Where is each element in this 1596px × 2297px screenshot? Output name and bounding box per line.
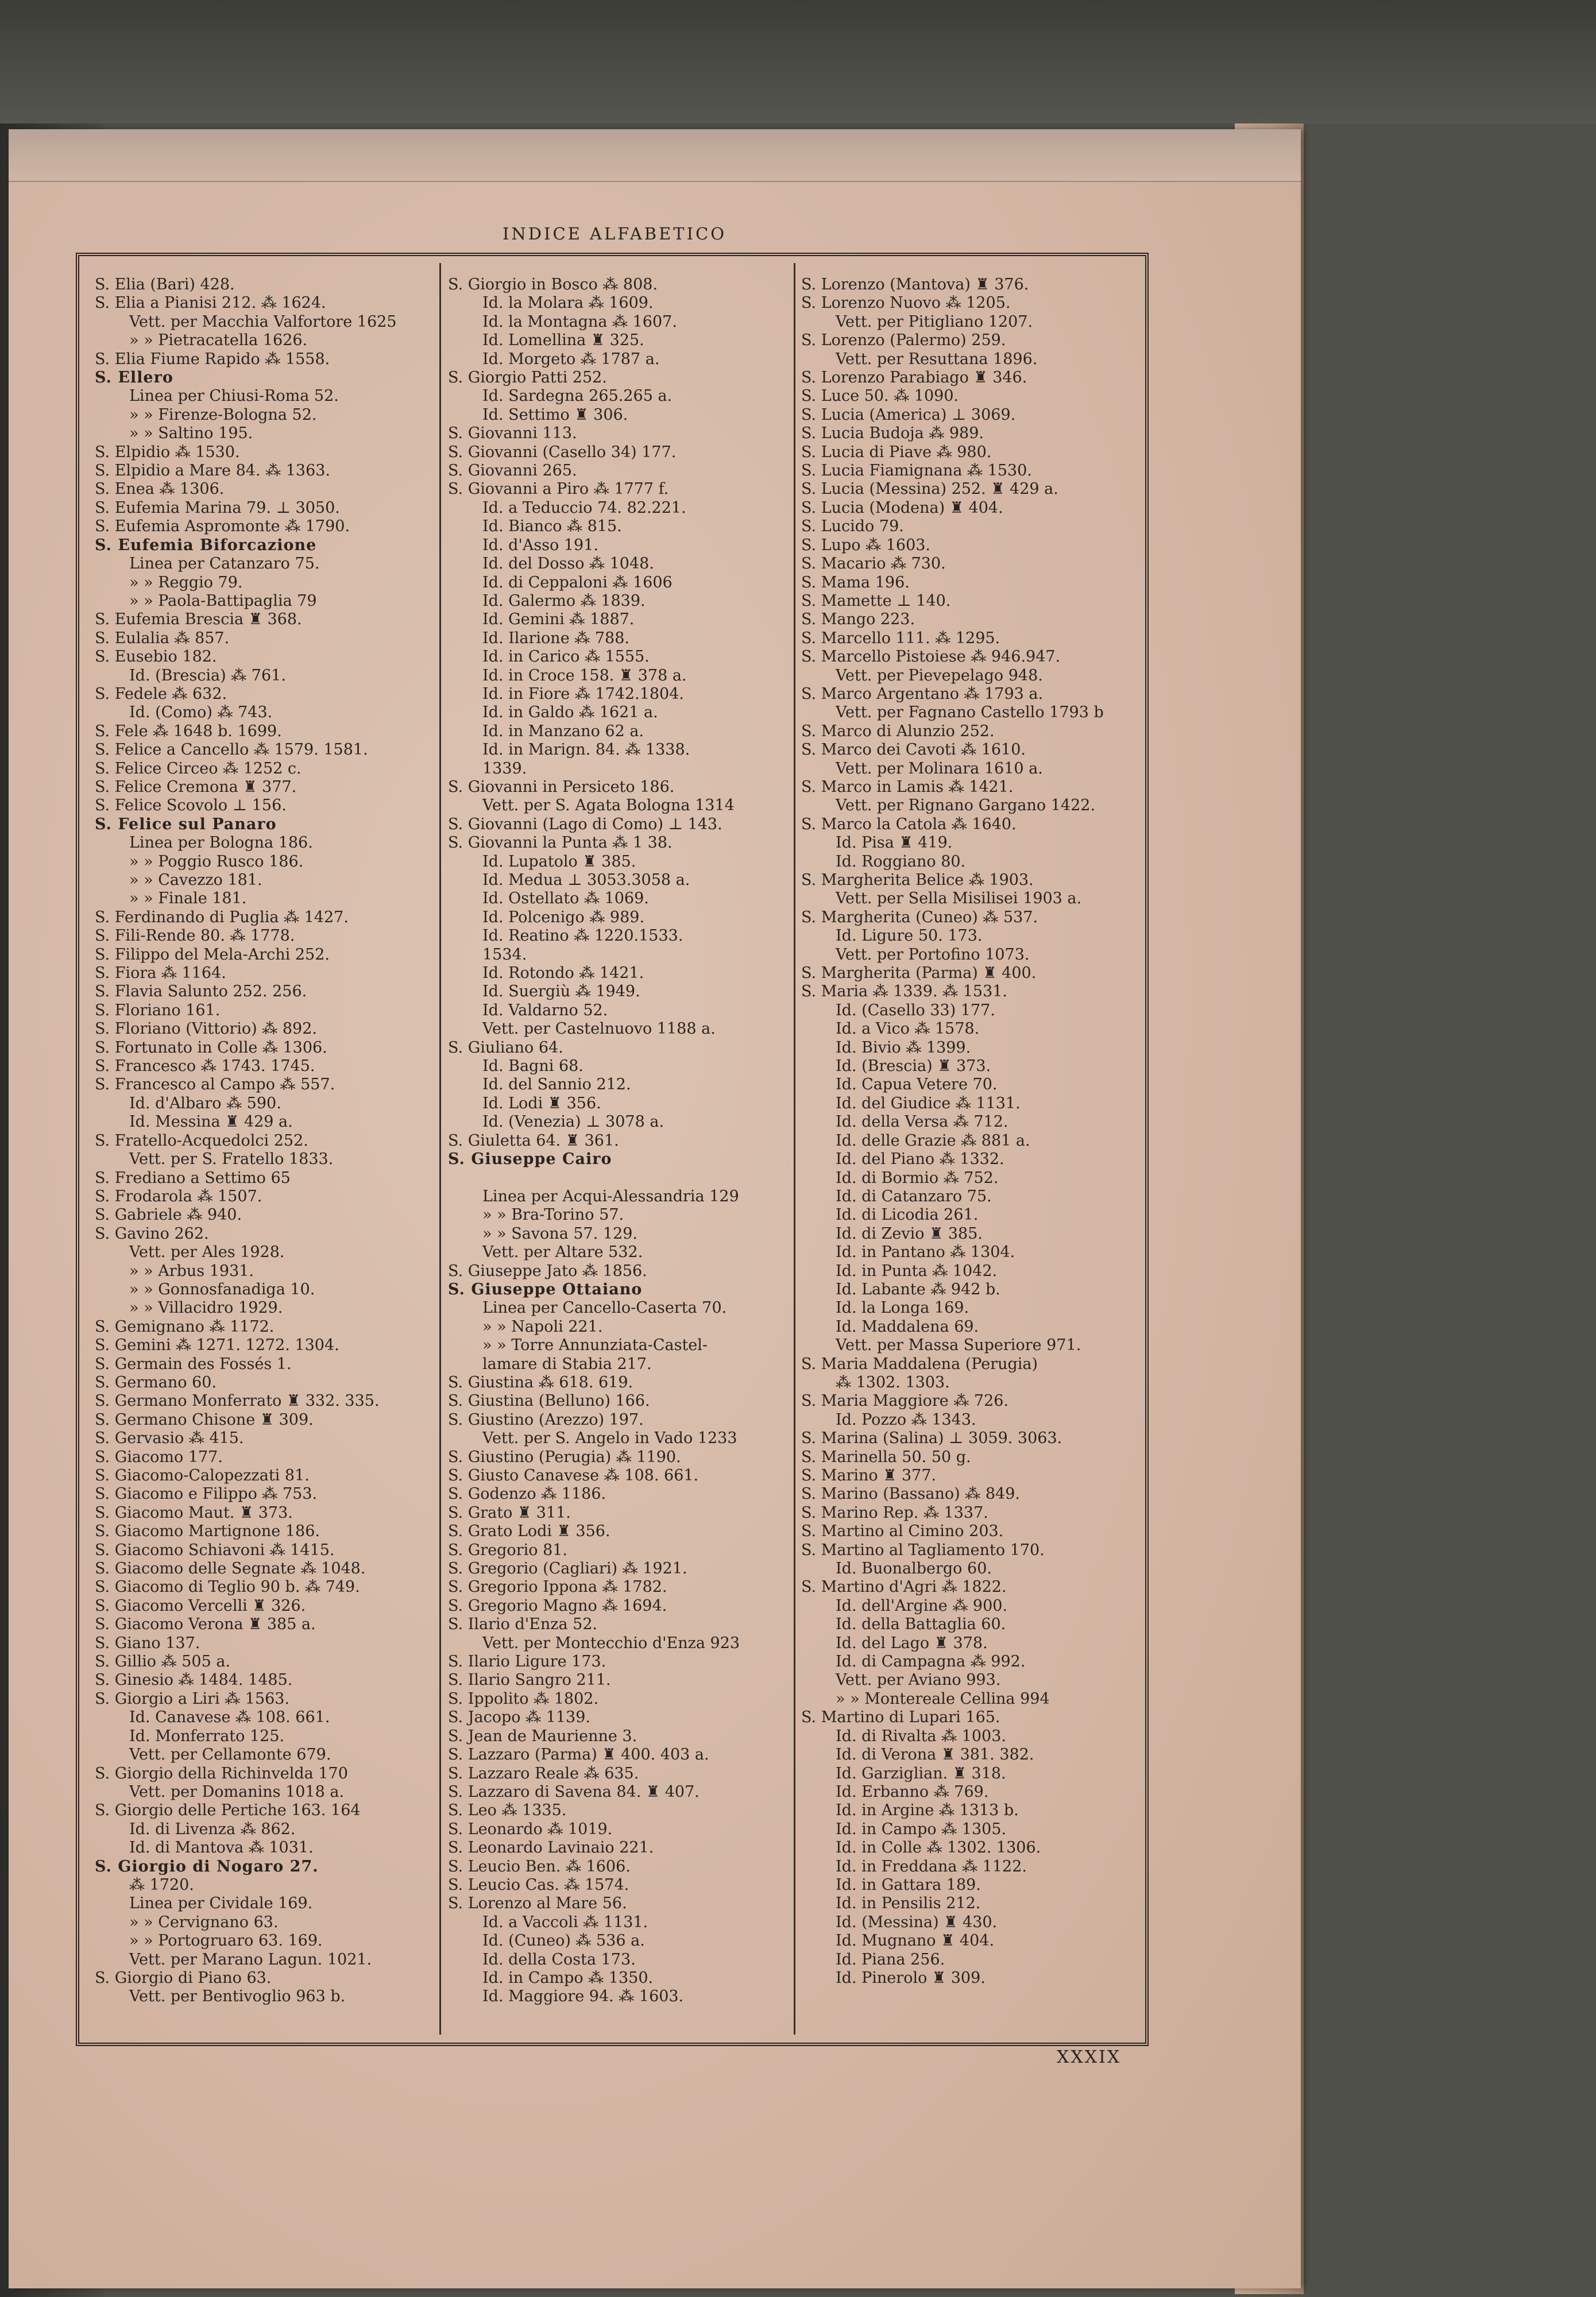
- index-entry: Id. Messina ♜ 429 a.: [129, 1113, 293, 1131]
- index-entry: Id. Rotondo ⁂ 1421.: [482, 964, 644, 983]
- index-entry: Id. di Licodia 261.: [836, 1206, 979, 1224]
- index-entry: S. Marco in Lamis ⁂ 1421.: [801, 778, 1014, 796]
- index-entry: S. Giustina ⁂ 618. 619.: [448, 1373, 633, 1391]
- index-entry: S. Giacomo di Teglio 90 b. ⁂ 749.: [95, 1578, 360, 1596]
- index-entry: S. Fratello-Acquedolci 252.: [95, 1131, 308, 1150]
- index-entry: S. Giovanni 113.: [448, 424, 577, 443]
- index-entry: S. Giorgio Patti 252.: [448, 369, 607, 387]
- index-entry: Id. Bivio ⁂ 1399.: [836, 1038, 971, 1057]
- index-entry: S. Giovanni in Persiceto 186.: [448, 778, 675, 796]
- index-entry: Id. (Cuneo) ⁂ 536 a.: [482, 1932, 645, 1950]
- index-entry: S. Giovanni a Piro ⁂ 1777 f.: [448, 480, 669, 498]
- index-entry: Vett. per Ales 1928.: [129, 1243, 285, 1262]
- index-entry: S. Fortunato in Colle ⁂ 1306.: [95, 1038, 327, 1057]
- index-entry: Id. del Giudice ⁂ 1131.: [836, 1094, 1021, 1112]
- index-entry: Vett. per Portofino 1073.: [836, 945, 1030, 964]
- index-entry: Id. (Messina) ♜ 430.: [836, 1913, 998, 1931]
- index-entry: Id. Lomellina ♜ 325.: [482, 331, 644, 350]
- index-entry: S. Gemignano ⁂ 1172.: [95, 1317, 275, 1336]
- index-entry: S. Elpidio ⁂ 1530.: [95, 443, 240, 461]
- index-entry: S. Maria Maggiore ⁂ 726.: [801, 1392, 1009, 1410]
- index-entry: Id. del Sannio 212.: [482, 1076, 631, 1094]
- index-entry: Id. Erbanno ⁂ 769.: [836, 1782, 989, 1801]
- index-column-1: [95, 276, 434, 2006]
- index-entry: S. Lazzaro (Parma) ♜ 400. 403 a.: [448, 1746, 709, 1764]
- column-separator: [794, 263, 795, 2035]
- index-entry: Id. (Venezia) ⊥ 3078 a.: [482, 1113, 664, 1131]
- index-entry: S. Marco la Catola ⁂ 1640.: [801, 815, 1017, 833]
- index-entry: » » Bra-Torino 57.: [482, 1206, 624, 1224]
- index-entry: Id. a Teduccio 74. 82.221.: [482, 498, 686, 517]
- index-entry: S. Maria ⁂ 1339. ⁂ 1531.: [801, 983, 1008, 1001]
- index-entry: Id. (Como) ⁂ 743.: [129, 703, 273, 722]
- index-entry: S. Mango 223.: [801, 610, 915, 629]
- index-entry: S. Lorenzo (Mantova) ♜ 376.: [801, 276, 1029, 293]
- index-entry: S. Mama 196.: [801, 573, 910, 591]
- index-entry: Vett. per Domanins 1018 a.: [129, 1782, 345, 1801]
- index-entry: S. Ferdinando di Puglia ⁂ 1427.: [95, 908, 349, 926]
- index-entry: S. Martino di Lupari 165.: [801, 1708, 1000, 1727]
- index-entry: S. Giacomo delle Segnate ⁂ 1048.: [95, 1560, 366, 1578]
- index-entry: S. Marcello 111. ⁂ 1295.: [801, 629, 1000, 647]
- index-entry: S. Giacomo Verona ♜ 385 a.: [95, 1615, 316, 1634]
- index-entry: Id. Ligure 50. 173.: [836, 927, 983, 945]
- index-entry: Vett. per Pitigliano 1207.: [836, 312, 1033, 331]
- index-entry: Id. Bianco ⁂ 815.: [482, 517, 622, 536]
- index-entry: S. Giusto Canavese ⁂ 108. 661.: [448, 1467, 699, 1484]
- index-entry: S. Felice Scovolo ⊥ 156.: [95, 796, 287, 815]
- index-entry: Id. Garziglian. ♜ 318.: [836, 1764, 1006, 1782]
- index-entry: S. Lorenzo (Palermo) 259.: [801, 331, 1006, 350]
- index-entry: Id. (Casello 33) 177.: [836, 1001, 995, 1019]
- index-entry: S. Frediano a Settimo 65: [95, 1169, 291, 1187]
- index-entry: Linea per Cancello-Caserta 70.: [482, 1299, 727, 1317]
- index-entry: S. Gemini ⁂ 1271. 1272. 1304.: [95, 1336, 339, 1355]
- index-entry: Linea per Bologna 186.: [129, 834, 313, 852]
- index-entry: » » Villacidro 1929.: [129, 1299, 283, 1317]
- index-entry: S. Lorenzo al Mare 56.: [448, 1894, 627, 1913]
- index-entry: S. Giorgio della Richinvelda 170: [95, 1764, 348, 1782]
- index-entry: S. Felice Cremona ♜ 377.: [95, 778, 297, 796]
- index-entry: S. Germano Chisone ♜ 309.: [95, 1410, 314, 1429]
- index-entry: Id. in Campo ⁂ 1305.: [836, 1820, 1007, 1838]
- index-entry: S. Giovanni 265.: [448, 462, 577, 480]
- index-entry: S. Margherita Belice ⁂ 1903.: [801, 871, 1034, 889]
- index-entry: Linea per Acqui-Alessandria 129: [482, 1187, 739, 1205]
- index-entry: Id. Canavese ⁂ 108. 661.: [129, 1708, 330, 1727]
- index-entry: S. Giacomo 177.: [95, 1448, 223, 1466]
- index-entry: Vett. per Altare 532.: [482, 1243, 643, 1262]
- index-entry: S. Martino d'Agri ⁂ 1822.: [801, 1578, 1007, 1596]
- index-entry: S. Fedele ⁂ 632.: [95, 685, 227, 703]
- index-entry: Id. del Lago ♜ 378.: [836, 1634, 988, 1652]
- index-entry: Linea per Cividale 169.: [129, 1894, 313, 1913]
- index-entry: » » Montereale Cellina 994: [836, 1689, 1050, 1708]
- index-entry: S. Marinella 50. 50 g.: [801, 1448, 971, 1466]
- index-entry: Id. la Longa 169.: [836, 1299, 969, 1317]
- index-entry: S. Lazzaro Reale ⁂ 635.: [448, 1764, 639, 1782]
- index-entry: ⁂ 1720.: [129, 1876, 194, 1894]
- index-column-3: [801, 276, 1140, 1987]
- index-entry: ⁂ 1302. 1303.: [836, 1373, 950, 1391]
- index-entry: Id. in Punta ⁂ 1042.: [836, 1262, 998, 1280]
- index-entry: S. Giuseppe Jato ⁂ 1856.: [448, 1262, 647, 1280]
- index-entry: Id. della Versa ⁂ 712.: [836, 1113, 1008, 1131]
- index-entry: S. Jacopo ⁂ 1139.: [448, 1708, 590, 1727]
- index-entry: S. Eufemia Aspromonte ⁂ 1790.: [95, 517, 350, 536]
- index-entry: S. Fiora ⁂ 1164.: [95, 964, 226, 983]
- index-entry: Id. in Freddana ⁂ 1122.: [836, 1857, 1027, 1876]
- index-entry: S. Giorgio a Liri ⁂ 1563.: [95, 1689, 290, 1708]
- index-entry: Id. di Ceppaloni ⁂ 1606: [482, 573, 673, 591]
- index-entry: S. Ippolito ⁂ 1802.: [448, 1689, 599, 1708]
- index-entry: S. Gillio ⁂ 505 a.: [95, 1653, 231, 1671]
- index-entry: Id. a Vaccoli ⁂ 1131.: [482, 1913, 648, 1931]
- index-entry: S. Lucia (Modena) ♜ 404.: [801, 498, 1003, 517]
- index-entry: S. Elia (Bari) 428.: [95, 276, 235, 293]
- index-entry: S. Maria Maddalena (Perugia): [801, 1355, 1038, 1373]
- index-entry: S. Leucio Ben. ⁂ 1606.: [448, 1857, 631, 1876]
- index-entry: S. Eufemia Brescia ♜ 368.: [95, 610, 302, 629]
- index-entry: [448, 1169, 787, 1188]
- index-entry: Vett. per Molinara 1610 a.: [836, 759, 1043, 778]
- index-entry: Id. a Vico ⁂ 1578.: [836, 1020, 980, 1038]
- page-header: INDICE ALFABETICO: [502, 224, 727, 243]
- index-entry: S. Ilario Ligure 173.: [448, 1653, 606, 1671]
- index-entry: S. Giacomo Maut. ♜ 373.: [95, 1503, 293, 1522]
- index-entry: S. Giuliano 64.: [448, 1038, 563, 1057]
- index-entry: S. Felice sul Panaro: [95, 815, 277, 833]
- index-entry: S. Filippo del Mela-Archi 252.: [95, 945, 330, 964]
- index-entry: S. Floriano 161.: [95, 1001, 221, 1019]
- index-entry: S. Elia a Pianisi 212. ⁂ 1624.: [95, 294, 326, 312]
- index-entry: Vett. per Castelnuovo 1188 a.: [482, 1020, 716, 1038]
- index-entry: Vett. per Rignano Gargano 1422.: [836, 796, 1096, 815]
- index-entry: Id. Lupatolo ♜ 385.: [482, 852, 636, 871]
- index-entry: Id. (Brescia) ♜ 373.: [836, 1057, 991, 1076]
- index-entry: Vett. per Massa Superiore 971.: [836, 1336, 1081, 1355]
- index-entry: lamare di Stabia 217.: [482, 1355, 652, 1373]
- page-number: XXXIX: [1057, 2047, 1122, 2067]
- page-top-strip: [9, 129, 1301, 182]
- index-entry: S. Godenzo ⁂ 1186.: [448, 1485, 606, 1503]
- index-entry: S. Jean de Maurienne 3.: [448, 1727, 637, 1745]
- index-entry: S. Gregorio Magno ⁂ 1694.: [448, 1596, 667, 1615]
- index-entry: S. Giano 137.: [95, 1634, 200, 1652]
- index-entry: S. Enea ⁂ 1306.: [95, 480, 225, 498]
- index-entry: Id. di Verona ♜ 381. 382.: [836, 1746, 1034, 1764]
- index-entry: Id. in Argine ⁂ 1313 b.: [836, 1801, 1019, 1820]
- index-entry: S. Giacomo Schiavoni ⁂ 1415.: [95, 1541, 335, 1559]
- index-entry: S. Gabriele ⁂ 940.: [95, 1206, 242, 1224]
- index-entry: S. Floriano (Vittorio) ⁂ 892.: [95, 1020, 317, 1038]
- index-entry: S. Marino Rep. ⁂ 1337.: [801, 1503, 988, 1522]
- index-entry: Id. in Fiore ⁂ 1742.1804.: [482, 685, 684, 703]
- index-entry: Id. in Pensilis 212.: [836, 1894, 981, 1913]
- index-entry: Id. Labante ⁂ 942 b.: [836, 1280, 1000, 1298]
- index-entry: S. Giacomo e Filippo ⁂ 753.: [95, 1485, 318, 1503]
- index-entry: Id. Polcenigo ⁂ 989.: [482, 908, 645, 926]
- index-entry: S. Leucio Cas. ⁂ 1574.: [448, 1876, 629, 1894]
- index-entry: » » Poggio Rusco 186.: [129, 852, 304, 871]
- index-entry: S. Marco Argentano ⁂ 1793 a.: [801, 685, 1044, 703]
- index-entry: S. Eufemia Biforcazione: [95, 536, 317, 554]
- index-entry: S. Gavino 262.: [95, 1224, 209, 1243]
- index-entry: S. Gregorio Ippona ⁂ 1782.: [448, 1578, 667, 1596]
- index-entry: Id. Lodi ♜ 356.: [482, 1094, 601, 1112]
- index-entry: Vett. per Sella Misilisei 1903 a.: [836, 890, 1082, 908]
- index-entry: S. Leonardo Lavinaio 221.: [448, 1839, 654, 1857]
- index-entry: S. Frodarola ⁂ 1507.: [95, 1187, 262, 1205]
- index-entry: Id. la Montagna ⁂ 1607.: [482, 312, 677, 331]
- index-entry: Id. Maddalena 69.: [836, 1317, 979, 1336]
- index-entry: S. Giorgio in Bosco ⁂ 808.: [448, 276, 658, 293]
- column-separator: [439, 263, 441, 2035]
- index-entry: » » Paola-Battipaglia 79: [129, 591, 317, 610]
- index-entry: Id. Gemini ⁂ 1887.: [482, 610, 635, 629]
- index-entry: S. Marino ♜ 377.: [801, 1467, 937, 1484]
- index-entry: S. Francesco ⁂ 1743. 1745.: [95, 1057, 315, 1076]
- index-entry: Id. d'Asso 191.: [482, 536, 598, 554]
- index-entry: Id. di Livenza ⁂ 862.: [129, 1820, 296, 1838]
- index-entry: » » Finale 181.: [129, 890, 247, 908]
- index-entry: Linea per Chiusi-Roma 52.: [129, 387, 339, 405]
- index-entry: S. Lupo ⁂ 1603.: [801, 536, 931, 554]
- index-entry: S. Margherita (Cuneo) ⁂ 537.: [801, 908, 1038, 926]
- index-entry: S. Margherita (Parma) ♜ 400.: [801, 964, 1037, 983]
- index-entry: S. Martino al Cimino 203.: [801, 1522, 1004, 1541]
- index-entry: S. Lazzaro di Savena 84. ♜ 407.: [448, 1782, 700, 1801]
- index-entry: S. Lucido 79.: [801, 517, 904, 536]
- index-entry: S. Flavia Salunto 252. 256.: [95, 983, 307, 1001]
- index-entry: » » Saltino 195.: [129, 424, 253, 443]
- index-entry: Id. in Gattara 189.: [836, 1876, 981, 1894]
- index-entry: S. Elpidio a Mare 84. ⁂ 1363.: [95, 462, 331, 480]
- index-entry: » » Firenze-Bologna 52.: [129, 405, 317, 424]
- index-entry: Id. di Zevio ♜ 385.: [836, 1224, 983, 1243]
- index-entry: Id. Pinerolo ♜ 309.: [836, 1969, 986, 1987]
- index-entry: Id. in Colle ⁂ 1302. 1306.: [836, 1839, 1041, 1857]
- index-entry: S. Leo ⁂ 1335.: [448, 1801, 567, 1820]
- index-entry: S. Giacomo Martignone 186.: [95, 1522, 320, 1541]
- index-entry: S. Giuseppe Cairo: [448, 1150, 612, 1169]
- index-entry: S. Lorenzo Nuovo ⁂ 1205.: [801, 294, 1011, 312]
- index-entry: » » Reggio 79.: [129, 573, 243, 591]
- index-entry: Id. di Campagna ⁂ 992.: [836, 1653, 1026, 1671]
- index-entry: S. Mamette ⊥ 140.: [801, 591, 951, 610]
- index-entry: Id. in Carico ⁂ 1555.: [482, 648, 650, 666]
- index-entry: S. Gregorio 81.: [448, 1541, 568, 1559]
- index-entry: Id. di Mantova ⁂ 1031.: [129, 1839, 314, 1857]
- index-entry: Id. Valdarno 52.: [482, 1001, 608, 1019]
- index-entry: Id. (Brescia) ⁂ 761.: [129, 666, 286, 685]
- index-entry: Id. in Croce 158. ♜ 378 a.: [482, 666, 687, 685]
- index-entry: Id. in Marign. 84. ⁂ 1338.: [482, 741, 690, 759]
- index-entry: S. Gervasio ⁂ 415.: [95, 1429, 244, 1448]
- index-entry: Vett. per Macchia Valfortore 1625: [129, 312, 397, 331]
- index-entry: » » Pietracatella 1626.: [129, 331, 308, 350]
- index-entry: Vett. per Aviano 993.: [836, 1671, 1001, 1689]
- index-entry: S. Giuseppe Ottaiano: [448, 1280, 643, 1298]
- index-entry: S. Fele ⁂ 1648 b. 1699.: [95, 722, 282, 740]
- index-entry: S. Eusebio 182.: [95, 648, 217, 666]
- index-entry: S. Lucia di Piave ⁂ 980.: [801, 443, 992, 461]
- index-entry: Id. delle Grazie ⁂ 881 a.: [836, 1131, 1030, 1150]
- index-entry: S. Felice Circeo ⁂ 1252 c.: [95, 759, 302, 778]
- index-entry: Id. dell'Argine ⁂ 900.: [836, 1596, 1008, 1615]
- index-entry: Vett. per S. Angelo in Vado 1233: [482, 1429, 737, 1448]
- index-entry: » » Savona 57. 129.: [482, 1224, 638, 1243]
- index-entry: Id. Ostellato ⁂ 1069.: [482, 890, 649, 908]
- index-entry: S. Ilario Sangro 211.: [448, 1671, 611, 1689]
- index-entry: S. Eufemia Marina 79. ⊥ 3050.: [95, 498, 340, 517]
- index-entry: Id. Pozzo ⁂ 1343.: [836, 1410, 976, 1429]
- index-entry: S. Giacomo Vercelli ♜ 326.: [95, 1596, 306, 1615]
- index-entry: Vett. per Marano Lagun. 1021.: [129, 1950, 372, 1969]
- index-entry: S. Ellero: [95, 369, 173, 387]
- index-entry: Id. della Costa 173.: [482, 1950, 636, 1969]
- index-entry: Id. in Pantano ⁂ 1304.: [836, 1243, 1015, 1262]
- index-entry: S. Grato Lodi ♜ 356.: [448, 1522, 610, 1541]
- index-entry: » » Portogruaro 63. 169.: [129, 1932, 323, 1950]
- index-entry: S. Marcello Pistoiese ⁂ 946.947.: [801, 648, 1061, 666]
- index-entry: S. Lucia (America) ⊥ 3069.: [801, 405, 1016, 424]
- index-entry: S. Giuletta 64. ♜ 361.: [448, 1131, 619, 1150]
- index-entry: » » Gonnosfanadiga 10.: [129, 1280, 315, 1298]
- index-entry: Id. la Molara ⁂ 1609.: [482, 294, 654, 312]
- index-entry: Id. Piana 256.: [836, 1950, 945, 1969]
- index-entry: S. Lorenzo Parabiago ♜ 346.: [801, 369, 1027, 387]
- index-entry: Id. Pisa ♜ 419.: [836, 834, 953, 852]
- index-entry: Id. Roggiano 80.: [836, 852, 966, 871]
- index-entry: » » Cervignano 63.: [129, 1913, 279, 1931]
- index-entry: Id. del Piano ⁂ 1332.: [836, 1150, 1004, 1169]
- index-entry: 1534.: [482, 945, 527, 964]
- index-entry: Linea per Catanzaro 75.: [129, 555, 320, 573]
- index-entry: Id. Mugnano ♜ 404.: [836, 1932, 995, 1950]
- index-entry: Id. Galermo ⁂ 1839.: [482, 591, 646, 610]
- index-entry: Id. Reatino ⁂ 1220.1533.: [482, 927, 683, 945]
- index-entry: S. Francesco al Campo ⁂ 557.: [95, 1076, 335, 1094]
- index-entry: Id. del Dosso ⁂ 1048.: [482, 555, 654, 573]
- index-entry: Id. di Catanzaro 75.: [836, 1187, 992, 1205]
- index-entry: Id. in Manzano 62 a.: [482, 722, 644, 740]
- index-entry: S. Germano 60.: [95, 1373, 217, 1391]
- index-entry: S. Giovanni la Punta ⁂ 1 38.: [448, 834, 673, 852]
- index-entry: S. Lucia Fiamignana ⁂ 1530.: [801, 462, 1032, 480]
- index-entry: Id. Monferrato 125.: [129, 1727, 285, 1745]
- index-entry: S. Leonardo ⁂ 1019.: [448, 1820, 613, 1838]
- index-entry: S. Giovanni (Lago di Como) ⊥ 143.: [448, 815, 722, 833]
- index-entry: S. Ginesio ⁂ 1484. 1485.: [95, 1671, 293, 1689]
- index-entry: S. Gregorio (Cagliari) ⁂ 1921.: [448, 1560, 687, 1578]
- index-entry: Id. Medua ⊥ 3053.3058 a.: [482, 871, 690, 889]
- index-entry: Vett. per Montecchio d'Enza 923: [482, 1634, 740, 1652]
- index-entry: S. Lucia Budoja ⁂ 989.: [801, 424, 984, 443]
- index-entry: » » Napoli 221.: [482, 1317, 603, 1336]
- index-entry: Id. Capua Vetere 70.: [836, 1076, 998, 1094]
- index-entry: Id. di Rivalta ⁂ 1003.: [836, 1727, 1006, 1745]
- index-entry: S. Marina (Salina) ⊥ 3059. 3063.: [801, 1429, 1062, 1448]
- index-entry: S. Giovanni (Casello 34) 177.: [448, 443, 677, 461]
- index-entry: » » Cavezzo 181.: [129, 871, 262, 889]
- index-column-2: [448, 276, 787, 2006]
- index-entry: 1339.: [482, 759, 527, 778]
- index-entry: S. Giorgio di Piano 63.: [95, 1969, 272, 1987]
- index-entry: S. Martino al Tagliamento 170.: [801, 1541, 1045, 1559]
- index-entry: S. Marco di Alunzio 252.: [801, 722, 995, 740]
- index-entry: S. Germain des Fossés 1.: [95, 1355, 292, 1373]
- index-entry: S. Giorgio di Nogaro 27.: [95, 1857, 319, 1876]
- index-entry: Id. Morgeto ⁂ 1787 a.: [482, 350, 660, 368]
- index-entry: S. Giustino (Perugia) ⁂ 1190.: [448, 1448, 681, 1466]
- index-entry: Id. Suergiù ⁂ 1949.: [482, 983, 640, 1001]
- index-entry: Vett. per Fagnano Castello 1793 b: [836, 703, 1104, 722]
- index-entry: » » Arbus 1931.: [129, 1262, 254, 1280]
- index-entry: Id. Maggiore 94. ⁂ 1603.: [482, 1987, 684, 2006]
- index-entry: S. Fili-Rende 80. ⁂ 1778.: [95, 927, 295, 945]
- index-entry: » » Torre Annunziata-Castel-: [482, 1336, 708, 1355]
- index-entry: S. Marco dei Cavoti ⁂ 1610.: [801, 741, 1026, 759]
- index-entry: Id. in Galdo ⁂ 1621 a.: [482, 703, 658, 722]
- index-entry: Id. Ilarione ⁂ 788.: [482, 629, 629, 647]
- index-entry: S. Marino (Bassano) ⁂ 849.: [801, 1485, 1020, 1503]
- index-entry: S. Luce 50. ⁂ 1090.: [801, 387, 959, 405]
- index-entry: Id. della Battaglia 60.: [836, 1615, 1006, 1634]
- index-entry: S. Macario ⁂ 730.: [801, 555, 946, 573]
- index-entry: Id. Buonalbergo 60.: [836, 1560, 992, 1578]
- index-entry: S. Giacomo-Calopezzati 81.: [95, 1467, 310, 1484]
- index-entry: S. Grato ♜ 311.: [448, 1503, 571, 1522]
- index-entry: Vett. per S. Agata Bologna 1314: [482, 796, 735, 815]
- index-entry: Vett. per Bentivoglio 963 b.: [129, 1987, 346, 2006]
- index-entry: Id. Settimo ♜ 306.: [482, 405, 628, 424]
- index-entry: S. Giustina (Belluno) 166.: [448, 1392, 650, 1410]
- index-entry: Vett. per S. Fratello 1833.: [129, 1150, 334, 1169]
- index-entry: S. Felice a Cancello ⁂ 1579. 1581.: [95, 741, 368, 759]
- index-entry: Id. Sardegna 265.265 a.: [482, 387, 673, 405]
- index-entry: S. Eulalia ⁂ 857.: [95, 629, 230, 647]
- index-entry: S. Elia Fiume Rapido ⁂ 1558.: [95, 350, 330, 368]
- index-entry: S. Germano Monferrato ♜ 332. 335.: [95, 1392, 380, 1410]
- scan-background: [0, 0, 1596, 123]
- index-entry: Vett. per Resuttana 1896.: [836, 350, 1038, 368]
- index-entry: S. Giustino (Arezzo) 197.: [448, 1410, 644, 1429]
- index-entry: S. Lucia (Messina) 252. ♜ 429 a.: [801, 480, 1058, 498]
- index-entry: Vett. per Cellamonte 679.: [129, 1746, 331, 1764]
- index-entry: Id. d'Albaro ⁂ 590.: [129, 1094, 281, 1112]
- index-entry: Vett. per Pievepelago 948.: [836, 666, 1043, 685]
- index-entry: Id. Bagni 68.: [482, 1057, 583, 1076]
- index-entry: Id. di Bormio ⁂ 752.: [836, 1169, 999, 1187]
- index-entry: Id. in Campo ⁂ 1350.: [482, 1969, 654, 1987]
- index-entry: S. Giorgio delle Pertiche 163. 164: [95, 1801, 361, 1820]
- index-entry: S. Ilario d'Enza 52.: [448, 1615, 598, 1634]
